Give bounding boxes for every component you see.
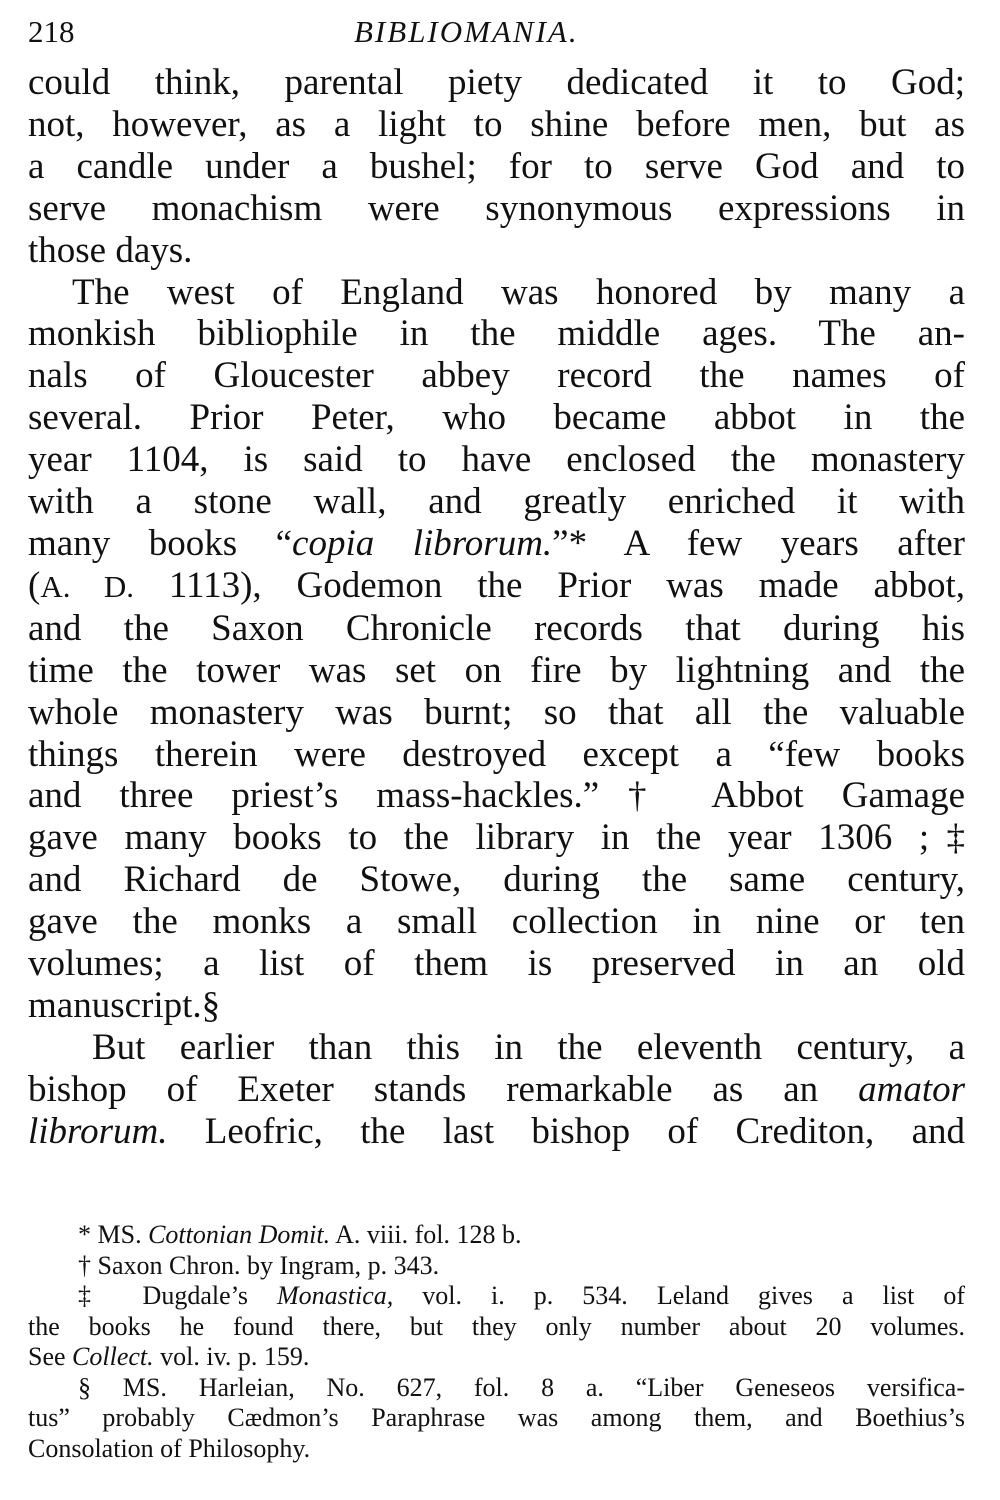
text-segment: * MS. — [78, 1220, 149, 1249]
footnote-3 — [28, 1281, 965, 1373]
text-segment: Leofric, the last bishop of Crediton, and — [167, 1110, 965, 1152]
text-line — [28, 1111, 965, 1153]
text-line: whole monastery was burnt; so that all the valuable — [28, 691, 965, 733]
text-line: the books he found there, but they only number about 20 volumes. — [28, 1311, 965, 1341]
anno-domini: A. D. — [40, 568, 134, 604]
text-line — [28, 1220, 965, 1251]
text-line: monkish bibliophile in the middle ages. The an- — [28, 313, 965, 355]
latin-phrase: librorum. — [28, 1110, 168, 1152]
text-line: things therein were destroyed except a “few books — [28, 733, 965, 775]
text-line: † Saxon Chron. by Ingram, p. 343. — [78, 1250, 440, 1280]
book-page — [28, 14, 965, 1153]
text-segment: 1113), Godemon the Prior was made abbot, — [133, 564, 965, 606]
text-segment: A. viii. fol. 128 b. — [330, 1220, 522, 1249]
text-line: several. Prior Peter, who became abbot in the — [28, 397, 965, 439]
paragraph-1 — [28, 62, 965, 272]
latin-phrase: amator — [858, 1068, 965, 1110]
text-segment: many books “ — [28, 522, 293, 564]
text-line: nals of Gloucester abbey record the names of — [28, 355, 965, 397]
footnote-4 — [28, 1373, 965, 1465]
text-line: The west of England was honored by many a — [72, 271, 965, 313]
text-line — [28, 1281, 965, 1312]
text-line: and the Saxon Chronicle records that during his — [28, 607, 965, 649]
text-line: Consolation of Philosophy. — [28, 1433, 311, 1463]
latin-phrase: copia librorum. — [292, 522, 553, 564]
text-line — [28, 565, 965, 608]
page-number: 218 — [28, 14, 75, 49]
text-line: gave the monks a small collection in nine or ten — [28, 901, 965, 943]
body-text — [28, 62, 965, 1153]
text-segment: vol. iv. p. 159. — [153, 1342, 310, 1371]
text-line: and Richard de Stowe, during the same century, — [28, 859, 965, 901]
footnote-1 — [28, 1220, 965, 1251]
text-line: could think, parental piety dedicated it to God; — [28, 62, 965, 103]
text-line: tus” probably Cædmon’s Paraphrase was among them, and Boethius’s — [28, 1403, 965, 1432]
text-line: § MS. Harleian, No. 627, fol. 8 a. “Liber Geneseos versifica- — [78, 1372, 965, 1402]
text-line: not, however, as a light to shine before men, but as — [28, 103, 965, 145]
text-segment: vol. i. p. 534. Leland gives a list of — [393, 1281, 965, 1310]
text-line: volumes; a list of them is preserved in an old — [28, 943, 965, 985]
italic-title: Monastica, — [277, 1281, 394, 1310]
text-line: and three priest’s mass-hackles.”† Abbot Gamage — [28, 775, 965, 817]
italic-title: Cottonian Domit. — [148, 1220, 331, 1249]
paragraph-3 — [28, 1027, 965, 1153]
text-segment: bishop of Exeter stands remarkable as an — [28, 1068, 859, 1110]
footnote-2 — [28, 1251, 965, 1282]
paragraph-2 — [28, 272, 965, 1027]
running-title: BIBLIOMANIA. — [354, 14, 579, 49]
text-line: with a stone wall, and greatly enriched it with — [28, 481, 965, 523]
text-segment: ‡ Dugdale’s — [78, 1281, 277, 1310]
text-line — [28, 1342, 965, 1373]
text-line: a candle under a bushel; for to serve God and to — [28, 145, 965, 187]
text-line: time the tower was set on fire by lightning and the — [28, 649, 965, 691]
footnotes — [28, 1220, 965, 1464]
text-segment: See — [28, 1342, 73, 1371]
text-line — [28, 1069, 965, 1111]
text-line: But earlier than this in the eleventh century, a — [92, 1026, 965, 1068]
text-segment: ( — [28, 564, 41, 606]
text-line: serve monachism were synonymous expressions in — [28, 187, 965, 229]
text-line — [28, 523, 965, 565]
running-header — [28, 14, 965, 62]
text-segment: ”* A few years after — [552, 522, 965, 564]
text-line: gave many books to the library in the year 1306 ;‡ — [28, 817, 965, 859]
text-line: those days. — [28, 229, 193, 271]
text-line: manuscript.§ — [28, 984, 221, 1026]
text-line: year 1104, is said to have enclosed the monastery — [28, 439, 965, 481]
italic-title: Collect. — [72, 1342, 154, 1371]
